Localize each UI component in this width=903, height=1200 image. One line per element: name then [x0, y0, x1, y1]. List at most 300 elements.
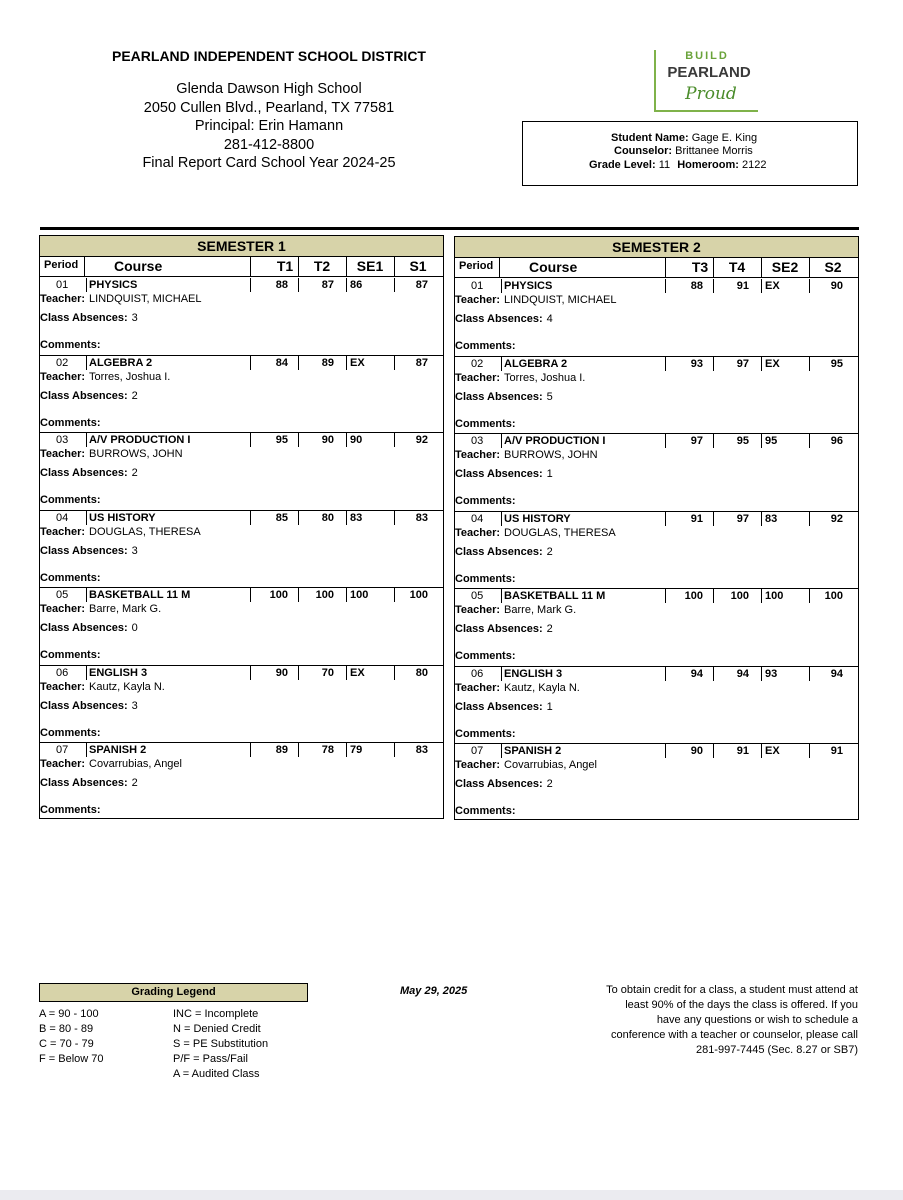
cell-separator	[761, 589, 762, 603]
grade-value: 100	[824, 590, 843, 602]
course-period: 02	[56, 356, 69, 369]
teacher-name: BURROWS, JOHN	[89, 448, 183, 460]
absences-line	[40, 700, 138, 712]
course-name: US HISTORY	[89, 511, 156, 524]
course-name: BASKETBALL 11 M	[89, 589, 191, 601]
course-name: SPANISH 2	[89, 744, 147, 756]
teacher-name: DOUGLAS, THERESA	[89, 525, 201, 538]
header-separator	[84, 256, 85, 276]
cell-separator	[346, 511, 347, 525]
teacher-label: Teacher:	[40, 525, 86, 538]
course-name: ALGEBRA 2	[89, 356, 153, 369]
cell-separator	[86, 588, 87, 602]
grade-value: 83	[415, 511, 428, 524]
header-separator	[499, 257, 500, 277]
absences-line	[455, 701, 553, 713]
grade-value: 83	[765, 512, 778, 525]
grade-value: 100	[684, 590, 703, 602]
school-name: Glenda Dawson High School	[176, 81, 362, 97]
grade-value: 91	[690, 512, 703, 525]
teacher-name: Torres, Joshua I.	[89, 370, 171, 383]
grade-col-header: SE2	[771, 259, 799, 275]
cell-separator	[713, 512, 714, 526]
cell-separator	[501, 744, 502, 758]
absences-line	[455, 623, 553, 635]
header-separator	[761, 257, 762, 277]
cell-separator	[501, 279, 502, 293]
absences-count: 2	[546, 778, 553, 790]
comments-label: Comments:	[40, 416, 101, 429]
teacher-name: Barre, Mark G.	[89, 603, 162, 615]
grading-legend-codes	[173, 1007, 268, 1082]
cell-separator	[665, 667, 666, 681]
course-period: 01	[56, 279, 69, 291]
attendance-notice	[560, 983, 858, 1058]
cell-separator	[809, 744, 810, 758]
grade-value: 100	[730, 590, 749, 602]
absences-count: 3	[131, 699, 138, 712]
comments-label: Comments:	[40, 339, 101, 351]
teacher-label: Teacher:	[40, 680, 86, 693]
absences-count: 3	[131, 544, 138, 557]
teacher-name: Barre, Mark G.	[504, 604, 577, 616]
absences-label: Class Absences:	[40, 312, 128, 324]
semester-2-table	[454, 236, 859, 820]
grade-value: 100	[350, 589, 369, 601]
legend-n: N = Denied Credit	[173, 1023, 261, 1035]
cell-separator	[713, 667, 714, 681]
teacher-line	[40, 526, 201, 538]
course-period: 03	[56, 434, 69, 446]
grade-value: 93	[765, 667, 778, 680]
teacher-line	[455, 449, 598, 461]
grade-value: 95	[736, 435, 749, 447]
grade-value: 90	[275, 666, 288, 679]
table-header-row	[40, 256, 443, 277]
cell-separator	[713, 744, 714, 758]
grade-value: 87	[415, 356, 428, 369]
course-block	[455, 588, 858, 667]
school-info	[0, 80, 538, 173]
cell-separator	[501, 589, 502, 603]
teacher-line	[455, 682, 580, 694]
absences-count: 0	[131, 622, 138, 634]
notice-line: 281-997-7445 (Sec. 8.27 or SB7)	[695, 1044, 858, 1056]
cell-separator	[298, 433, 299, 447]
cell-separator	[298, 743, 299, 757]
notice-line: least 90% of the days the class is offered. If you	[625, 999, 858, 1011]
grade-value: 80	[321, 511, 334, 524]
grade-value: 88	[690, 280, 703, 292]
course-name: PHYSICS	[504, 280, 553, 292]
logo-build: BUILD	[685, 50, 729, 62]
grade-col-header: T1	[276, 258, 294, 274]
cell-separator	[394, 743, 395, 757]
comments-label: Comments:	[40, 804, 101, 816]
grade-value: 97	[690, 435, 703, 447]
absences-count: 2	[131, 389, 138, 402]
grade-value: 94	[690, 667, 703, 680]
teacher-label: Teacher:	[455, 294, 501, 306]
comments-label: Comments:	[455, 572, 516, 585]
grade-value: 90	[690, 745, 703, 757]
homeroom: 2122	[741, 159, 767, 171]
course-name: BASKETBALL 11 M	[504, 590, 606, 602]
period-header: Period	[44, 259, 79, 271]
course-period: 05	[471, 590, 484, 602]
header-separator	[298, 256, 299, 276]
grade-value: 70	[321, 666, 334, 679]
grade-value: 93	[690, 357, 703, 370]
grade-value: 79	[350, 744, 363, 756]
course-name: US HISTORY	[504, 512, 571, 525]
absences-count: 2	[546, 623, 553, 635]
teacher-label: Teacher:	[455, 759, 501, 771]
course-period: 02	[471, 357, 484, 370]
course-name: A/V PRODUCTION I	[504, 435, 606, 447]
teacher-line	[455, 372, 585, 384]
teacher-label: Teacher:	[40, 603, 86, 615]
cell-separator	[761, 744, 762, 758]
cell-separator	[501, 357, 502, 371]
district-name: PEARLAND INDEPENDENT SCHOOL DISTRICT	[112, 48, 426, 64]
absences-line	[40, 390, 138, 402]
cell-separator	[86, 433, 87, 447]
teacher-line	[40, 603, 161, 615]
grade-col-header: S1	[409, 258, 427, 274]
comments-label: Comments:	[40, 726, 101, 739]
header-separator	[713, 257, 714, 277]
grade-value: 78	[321, 744, 334, 756]
cell-separator	[394, 666, 395, 680]
course-period: 06	[56, 666, 69, 679]
grade-value: 87	[321, 279, 334, 291]
grade-value: 89	[275, 744, 288, 756]
absences-label: Class Absences:	[455, 623, 543, 635]
absences-label: Class Absences:	[455, 390, 543, 403]
grade-value: 88	[275, 279, 288, 291]
legend-audited: A = Audited Class	[173, 1068, 260, 1080]
absences-count: 2	[131, 777, 138, 789]
course-block	[40, 432, 443, 511]
grade-value: 97	[736, 357, 749, 370]
cell-separator	[346, 588, 347, 602]
grade-value: 95	[830, 357, 843, 370]
cell-separator	[346, 356, 347, 370]
absences-label: Class Absences:	[455, 468, 543, 480]
grade-col-header: S2	[824, 259, 842, 275]
course-period: 07	[471, 745, 484, 757]
course-block	[455, 356, 858, 435]
cell-separator	[665, 512, 666, 526]
teacher-name: Kautz, Kayla N.	[89, 680, 165, 693]
grade-value: 94	[830, 667, 843, 680]
course-name: ALGEBRA 2	[504, 357, 568, 370]
cell-separator	[346, 743, 347, 757]
legend-pf: P/F = Pass/Fail	[173, 1053, 248, 1065]
cell-separator	[298, 278, 299, 292]
course-period: 05	[56, 589, 69, 601]
teacher-name: BURROWS, JOHN	[504, 449, 598, 461]
course-name: SPANISH 2	[504, 745, 562, 757]
cell-separator	[665, 589, 666, 603]
cell-separator	[346, 666, 347, 680]
course-name: A/V PRODUCTION I	[89, 434, 191, 446]
cell-separator	[713, 434, 714, 448]
absences-count: 1	[546, 468, 553, 480]
cell-separator	[665, 744, 666, 758]
comments-label: Comments:	[455, 495, 516, 507]
grade-value: 100	[409, 589, 428, 601]
legend-s: S = PE Substitution	[173, 1038, 269, 1050]
school-phone: 281-412-8800	[223, 136, 315, 153]
notice-line: conference with a teacher or counselor, please call	[610, 1029, 858, 1041]
cell-separator	[809, 512, 810, 526]
notice-line: have any questions or wish to schedule a	[656, 1014, 858, 1026]
bottom-strip	[0, 1190, 903, 1200]
cell-separator	[713, 589, 714, 603]
absences-label: Class Absences:	[40, 622, 128, 634]
course-period: 07	[56, 744, 69, 756]
teacher-line	[455, 294, 617, 306]
cell-separator	[346, 278, 347, 292]
header-divider	[40, 227, 859, 230]
cell-separator	[665, 279, 666, 293]
cell-separator	[501, 667, 502, 681]
absences-line	[40, 622, 138, 634]
cell-separator	[250, 666, 251, 680]
cell-separator	[665, 357, 666, 371]
grade-value: EX	[765, 745, 780, 757]
grade-value: 85	[275, 511, 288, 524]
teacher-label: Teacher:	[455, 449, 501, 461]
teacher-name: DOUGLAS, THERESA	[504, 526, 616, 539]
cell-separator	[250, 743, 251, 757]
teacher-label: Teacher:	[455, 371, 501, 384]
teacher-line	[40, 371, 170, 383]
cell-separator	[298, 666, 299, 680]
cell-separator	[394, 278, 395, 292]
teacher-line	[40, 758, 182, 770]
grade-value: EX	[765, 280, 780, 292]
counselor-name: Brittanee Morris	[675, 145, 753, 157]
cell-separator	[86, 356, 87, 370]
teacher-line	[40, 293, 202, 305]
course-period: 01	[471, 280, 484, 292]
absences-line	[455, 391, 553, 403]
cell-separator	[86, 511, 87, 525]
semester-title: SEMESTER 1	[40, 236, 443, 257]
course-block	[455, 278, 858, 357]
grade-value: 87	[415, 279, 428, 291]
teacher-name: LINDQUIST, MICHAEL	[504, 294, 617, 306]
absences-count: 4	[546, 313, 553, 325]
legend-b: B = 80 - 89	[39, 1023, 94, 1035]
absences-line	[455, 313, 553, 325]
teacher-line	[455, 604, 576, 616]
notice-line: To obtain credit for a class, a student must attend at	[606, 984, 858, 996]
cell-separator	[394, 588, 395, 602]
cell-separator	[394, 356, 395, 370]
logo-proud: Proud	[685, 84, 737, 104]
header-separator	[665, 257, 666, 277]
course-period: 04	[56, 511, 69, 524]
grade-value: 86	[350, 279, 363, 291]
grade-col-header: T4	[728, 259, 746, 275]
grade-value: 90	[350, 434, 363, 446]
course-block	[455, 433, 858, 512]
course-name: PHYSICS	[89, 279, 138, 291]
cell-separator	[809, 589, 810, 603]
cell-separator	[809, 357, 810, 371]
teacher-line	[40, 681, 165, 693]
course-block	[455, 743, 858, 821]
grade-value: 94	[736, 667, 749, 680]
absences-line	[455, 546, 553, 558]
school-address: 2050 Cullen Blvd., Pearland, TX 77581	[143, 99, 395, 116]
course-block	[455, 666, 858, 745]
grade-value: 90	[830, 280, 843, 292]
grade-value: EX	[765, 357, 780, 370]
student-name: Gage E. King	[691, 132, 758, 144]
cell-separator	[809, 279, 810, 293]
header-separator	[346, 256, 347, 276]
legend-c: C = 70 - 79	[39, 1038, 94, 1050]
cell-separator	[394, 511, 395, 525]
grade-value: EX	[350, 356, 365, 369]
course-block	[40, 665, 443, 744]
header-separator	[250, 256, 251, 276]
report-title: Final Report Card School Year 2024-25	[142, 155, 396, 171]
teacher-label: Teacher:	[455, 526, 501, 539]
absences-label: Class Absences:	[40, 544, 128, 557]
semester-1-table	[39, 235, 444, 819]
grade-value: 100	[269, 589, 288, 601]
logo-pearland: PEARLAND	[667, 64, 751, 81]
teacher-name: Covarrubias, Angel	[504, 759, 597, 771]
cell-separator	[250, 433, 251, 447]
grade-value: EX	[350, 666, 365, 679]
grade-value: 92	[415, 434, 428, 446]
course-block	[40, 742, 443, 820]
absences-label: Class Absences:	[455, 313, 543, 325]
cell-separator	[86, 666, 87, 680]
comments-label: Comments:	[40, 494, 101, 506]
grade-value: 83	[350, 511, 363, 524]
teacher-name: LINDQUIST, MICHAEL	[89, 293, 202, 305]
teacher-line	[455, 527, 616, 539]
cell-separator	[250, 356, 251, 370]
cell-separator	[761, 434, 762, 448]
absences-line	[40, 545, 138, 557]
absences-line	[40, 777, 138, 789]
legend-a: A = 90 - 100	[39, 1008, 99, 1020]
course-header: Course	[114, 258, 163, 274]
cell-separator	[394, 433, 395, 447]
course-period: 03	[471, 435, 484, 447]
absences-label: Class Absences:	[40, 389, 128, 402]
homeroom-label: Homeroom:	[677, 159, 739, 171]
teacher-label: Teacher:	[455, 604, 501, 616]
course-period: 04	[471, 512, 484, 525]
comments-label: Comments:	[455, 727, 516, 740]
course-block	[40, 355, 443, 434]
teacher-line	[40, 448, 183, 460]
cell-separator	[86, 278, 87, 292]
cell-separator	[501, 434, 502, 448]
course-name: ENGLISH 3	[89, 666, 148, 679]
absences-label: Class Absences:	[455, 778, 543, 790]
absences-count: 3	[131, 312, 138, 324]
grade-value: 95	[765, 435, 778, 447]
course-block	[40, 510, 443, 589]
absences-label: Class Absences:	[455, 545, 543, 558]
grade-value: 84	[275, 356, 288, 369]
grade-value: 83	[415, 744, 428, 756]
absences-line	[40, 467, 138, 479]
semester-title: SEMESTER 2	[455, 237, 858, 258]
cell-separator	[250, 278, 251, 292]
grade-value: 89	[321, 356, 334, 369]
teacher-line	[455, 759, 597, 771]
absences-label: Class Absences:	[40, 777, 128, 789]
build-pearland-proud-logo	[654, 50, 758, 112]
grade-value: 91	[830, 745, 843, 757]
absences-label: Class Absences:	[40, 699, 128, 712]
comments-label: Comments:	[40, 571, 101, 584]
teacher-label: Teacher:	[40, 758, 86, 770]
grade-col-header: T2	[313, 258, 331, 274]
teacher-label: Teacher:	[40, 293, 86, 305]
teacher-name: Torres, Joshua I.	[504, 371, 586, 384]
comments-label: Comments:	[455, 417, 516, 430]
course-block	[40, 277, 443, 356]
comments-label: Comments:	[455, 805, 516, 817]
cell-separator	[713, 357, 714, 371]
absences-line	[455, 778, 553, 790]
course-block	[455, 511, 858, 590]
grade-level-label: Grade Level:	[589, 159, 656, 171]
grade-value: 91	[736, 745, 749, 757]
absences-count: 2	[546, 545, 553, 558]
course-block	[40, 587, 443, 666]
absences-label: Class Absences:	[455, 700, 543, 713]
absences-label: Class Absences:	[40, 467, 128, 479]
header-separator	[394, 256, 395, 276]
cell-separator	[665, 434, 666, 448]
grade-value: 80	[415, 666, 428, 679]
absences-count: 5	[546, 390, 553, 403]
course-header: Course	[529, 259, 578, 275]
report-date: May 29, 2025	[400, 985, 468, 997]
absences-line	[40, 312, 138, 324]
cell-separator	[761, 279, 762, 293]
cell-separator	[250, 511, 251, 525]
cell-separator	[761, 512, 762, 526]
counselor-label: Counselor:	[614, 145, 673, 157]
cell-separator	[298, 511, 299, 525]
cell-separator	[298, 356, 299, 370]
grade-value: 95	[275, 434, 288, 446]
course-name: ENGLISH 3	[504, 667, 563, 680]
legend-inc: INC = Incomplete	[173, 1008, 259, 1020]
grading-legend-letters	[39, 1007, 104, 1067]
grade-col-header: T3	[691, 259, 709, 275]
course-period: 06	[471, 667, 484, 680]
cell-separator	[501, 512, 502, 526]
cell-separator	[809, 434, 810, 448]
comments-label: Comments:	[455, 340, 516, 352]
